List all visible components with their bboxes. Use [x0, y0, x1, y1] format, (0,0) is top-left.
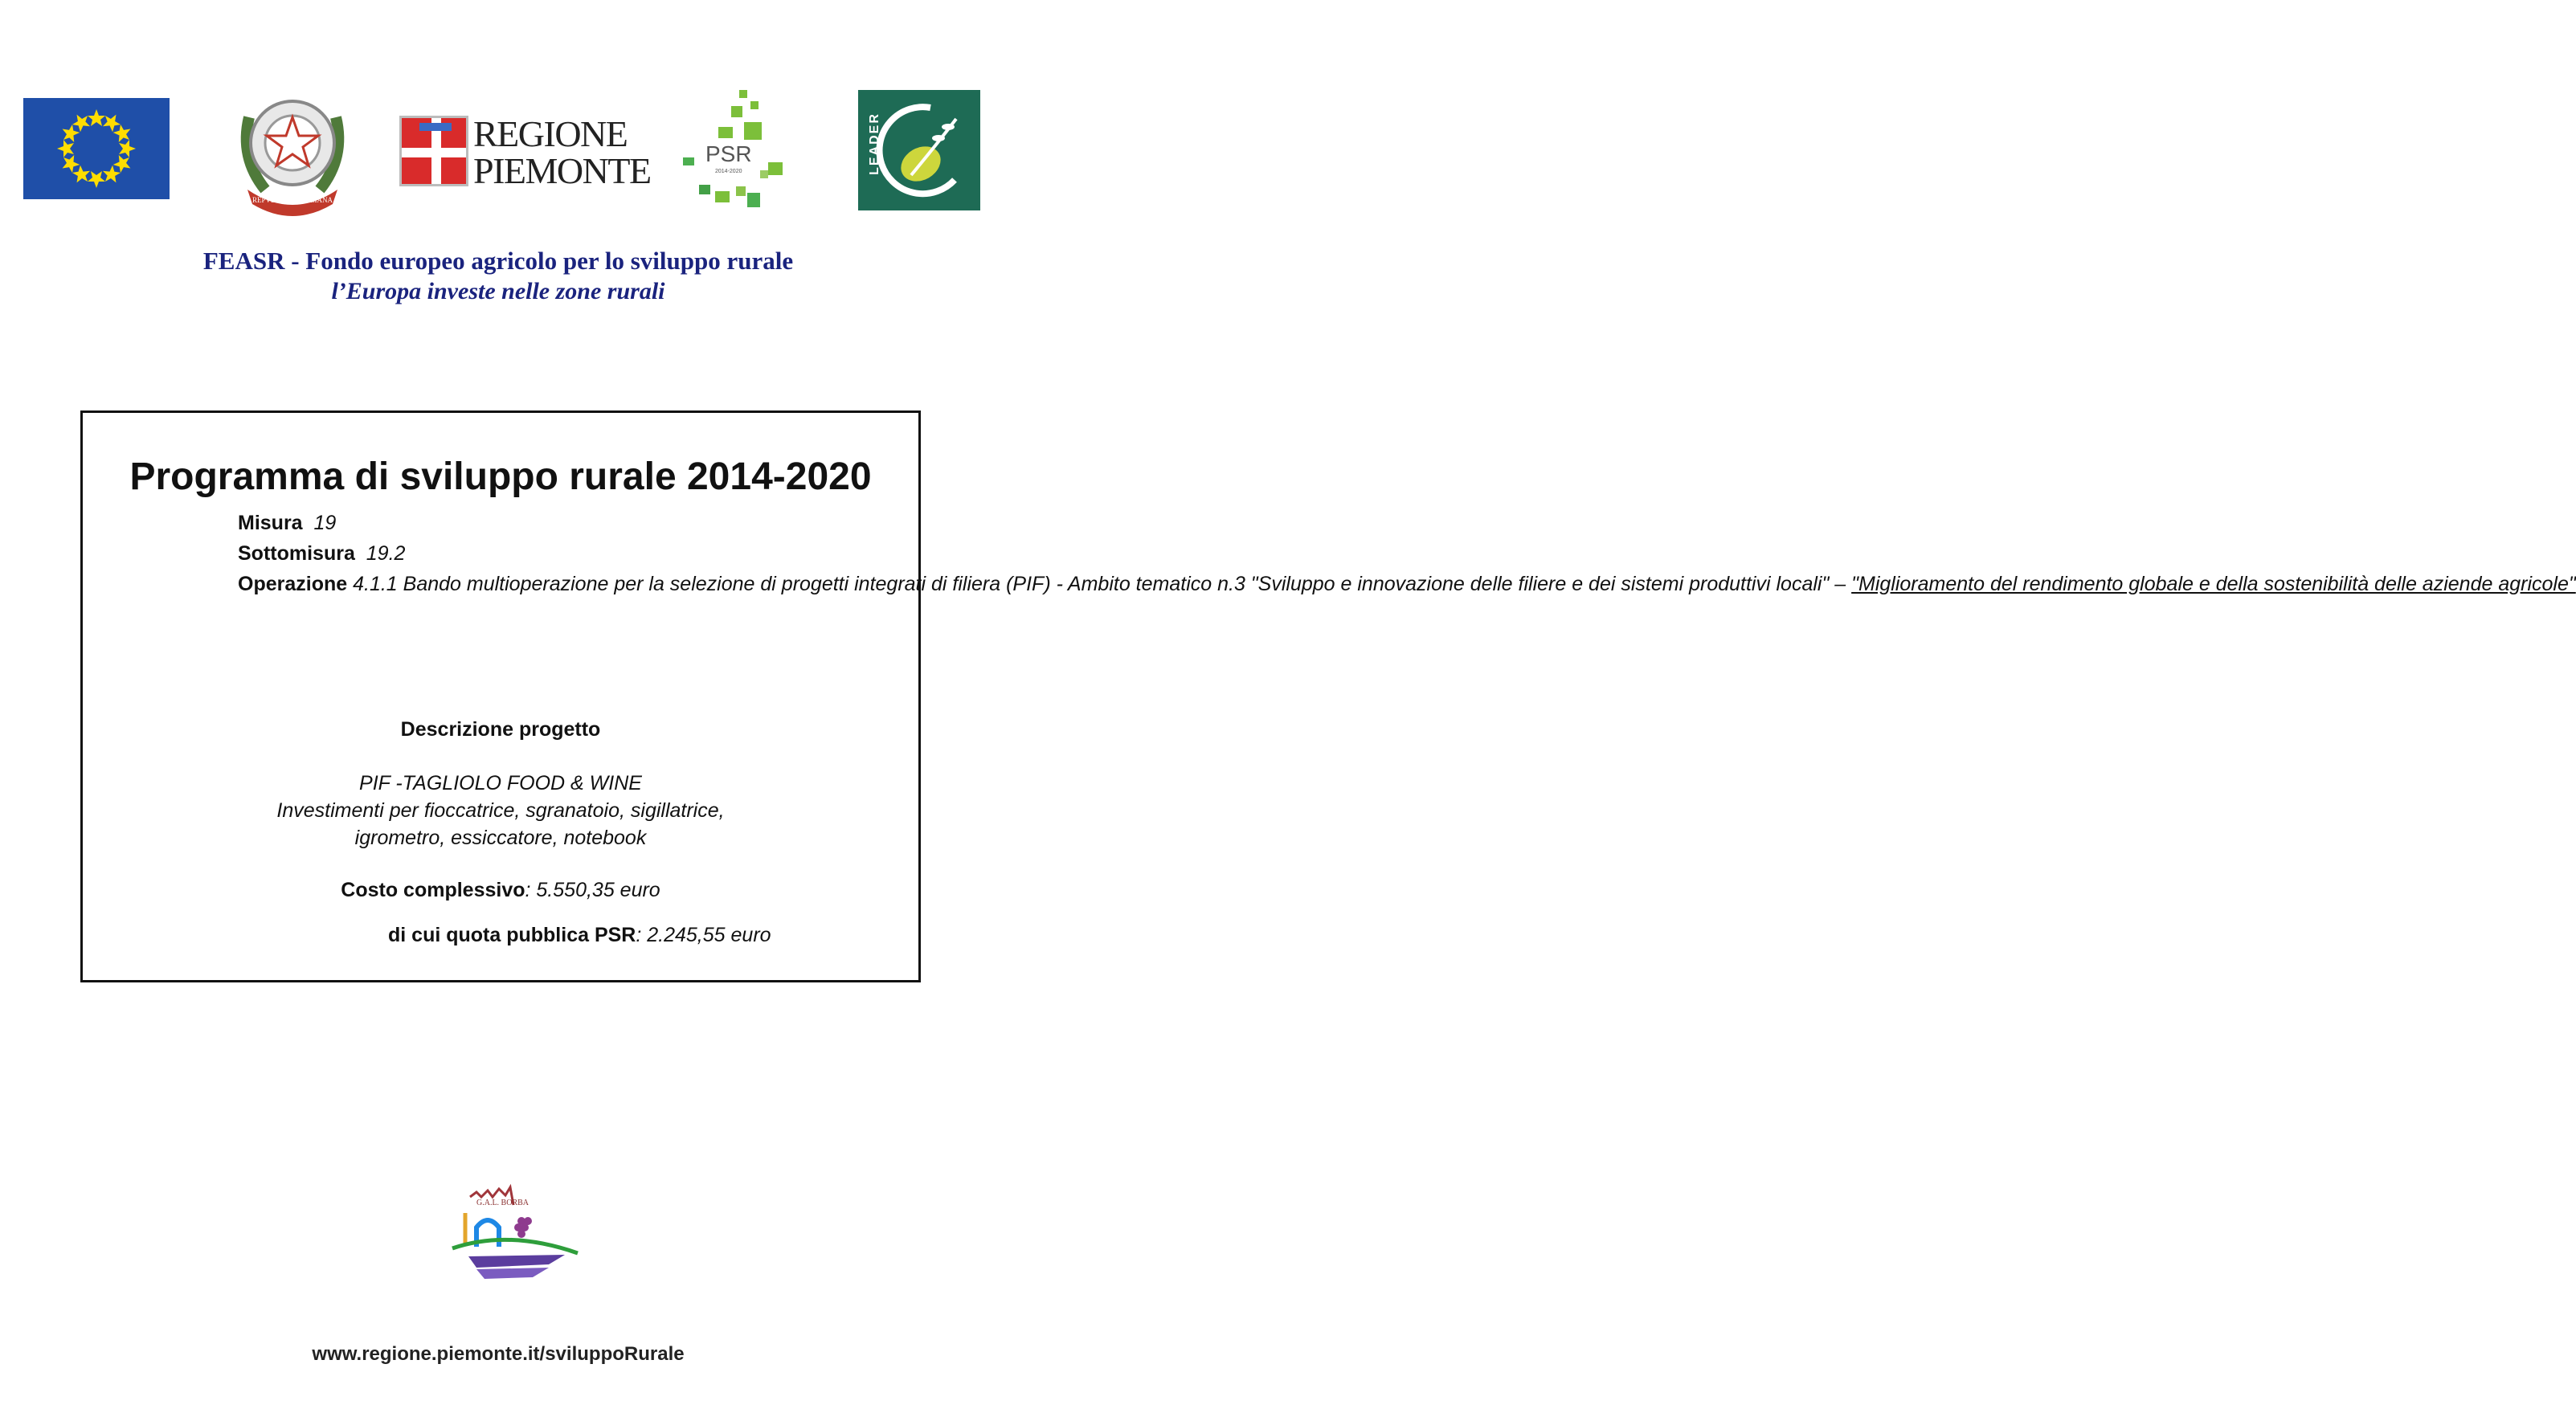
regione-piemonte-wordmark — [473, 113, 651, 191]
operazione-row — [238, 569, 2576, 599]
misura-row — [238, 508, 881, 538]
quota-pubblica — [388, 924, 870, 947]
eu-flag-logo — [23, 98, 170, 199]
sottomisura-value: 19.2 — [366, 542, 406, 565]
descrizione-line: Investimenti per fioccatrice, sgranatoio, sigillatrice, — [276, 799, 725, 822]
operazione-underlined-text: "Miglioramento del rendimento globale e della sostenibilità delle aziende agricole" — [1851, 573, 2576, 595]
regione-line: REGIONE — [473, 113, 628, 154]
piemonte-line: PIEMONTE — [473, 150, 651, 191]
psr-text: PSR — [705, 141, 752, 166]
costo-complessivo — [83, 879, 918, 902]
italian-republic-emblem — [233, 85, 352, 218]
leader-logo — [858, 90, 980, 210]
descrizione-title: Descrizione progetto — [400, 718, 601, 741]
feasr-header — [0, 246, 996, 307]
operazione-text: 4.1.1 Bando multioperazione per la selezione di progetti integrati di filiera (PIF) - Ambito tematico n.3 "Sviluppo e innovazione delle filiere e dei sistemi produttivi locali" – — [353, 573, 1852, 595]
descrizione-line: PIF -TAGLIOLO FOOD & WINE — [359, 772, 642, 794]
costo-label: Costo complessivo — [341, 879, 525, 901]
piemonte-flag-icon — [399, 116, 468, 186]
logo-bar — [0, 0, 996, 225]
feasr-subtitle: l’Europa investe nelle zone rurali — [331, 278, 665, 304]
descrizione-text — [83, 770, 918, 852]
sottomisura-label: Sottomisura — [238, 542, 355, 565]
gal-text: G.A.L. BORBA — [476, 1199, 530, 1207]
misura-value: 19 — [313, 512, 337, 534]
misura-label: Misura — [238, 512, 303, 534]
regione-piemonte-logo — [399, 113, 651, 191]
psr-years: 2014-2020 — [715, 169, 742, 174]
measure-fields — [238, 508, 2576, 599]
operazione-label: Operazione — [238, 573, 348, 595]
quota-label: di cui quota pubblica PSR — [388, 924, 636, 946]
gal-borba-logo — [452, 1181, 581, 1285]
sottomisura-row — [238, 538, 881, 569]
feasr-title: FEASR - Fondo europeo agricolo per lo sviluppo rurale — [202, 247, 794, 275]
psr-logo — [683, 90, 787, 210]
descrizione-line: igrometro, essiccatore, notebook — [354, 827, 647, 849]
programme-title: Programma di sviluppo rurale 2014-2020 — [129, 455, 872, 498]
emblem-ribbon-text: REPVBBLICA ITALIANA — [251, 196, 333, 204]
project-info-box — [80, 410, 2576, 982]
quota-value: : 2.245,55 euro — [636, 924, 771, 946]
footer-url: www.regione.piemonte.it/sviluppoRurale — [312, 1343, 685, 1365]
costo-value: : 5.550,35 euro — [525, 879, 660, 901]
leader-text: LEADER — [867, 112, 881, 175]
